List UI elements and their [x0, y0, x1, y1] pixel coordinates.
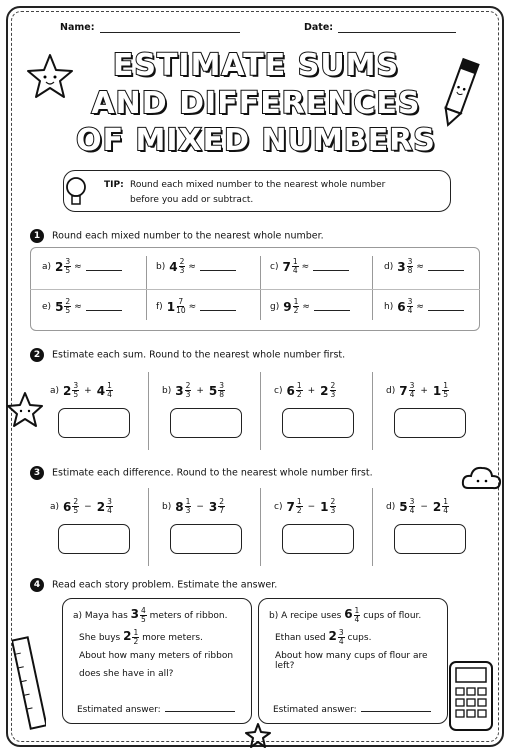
section-4-heading: 4 Read each story problem. Estimate the answer.	[30, 578, 277, 592]
sum-item-a: a) 2 $\frac{3}{5}$ + 4 $\frac{1}{4}$	[50, 381, 112, 399]
estimated-answer-field[interactable]: Estimated answer:	[77, 705, 235, 715]
round-item-c[interactable]: c) 7 $\frac{1}{4}$ ≈	[270, 258, 349, 275]
title-line-2: AND DIFFERENCES	[91, 86, 421, 121]
round-item-f[interactable]: f) 1 $\frac{7}{10}$ ≈	[156, 298, 236, 315]
ruler-icon	[12, 632, 46, 732]
sum-item-c: c) 6 $\frac{1}{2}$ + 2 $\frac{2}{3}$	[274, 381, 336, 399]
estimated-answer-field[interactable]: Estimated answer:	[273, 705, 431, 715]
tip-box	[63, 170, 451, 212]
answer-box[interactable]	[394, 524, 466, 554]
tip-text-2: before you add or subtract.	[130, 195, 254, 205]
tip-label: TIP:	[104, 180, 124, 190]
date-field[interactable]: Date:	[304, 22, 456, 33]
round-item-a[interactable]: a) 2 $\frac{3}{5}$ ≈	[42, 258, 122, 275]
answer-box[interactable]	[282, 408, 354, 438]
title-line-1: ESTIMATE SUMS	[112, 48, 400, 83]
diff-item-c: c) 7 $\frac{1}{2}$ − 1 $\frac{2}{3}$	[274, 497, 336, 515]
diff-item-b: b) 8 $\frac{1}{3}$ − 3 $\frac{2}{7}$	[162, 497, 225, 515]
round-item-e[interactable]: e) 5 $\frac{2}{5}$ ≈	[42, 298, 122, 315]
sum-item-b: b) 3 $\frac{2}{3}$ + 5 $\frac{3}{8}$	[162, 381, 225, 399]
story-problem-a: a) Maya has 3 $\frac{4}{5}$ meters of ribbon. She buys 2 $\frac{1}{2}$ more meters. About how many meters of ribbon does she have in all? Estimated answer:	[62, 598, 252, 724]
cloud-icon	[460, 462, 504, 494]
round-item-d[interactable]: d) 3 $\frac{3}{8}$ ≈	[384, 258, 464, 275]
diff-item-a: a) 6 $\frac{2}{5}$ − 2 $\frac{3}{4}$	[50, 497, 112, 515]
name-field[interactable]: Name:	[60, 22, 240, 33]
section-2-heading: 2 Estimate each sum. Round to the nearest whole number first.	[30, 348, 345, 362]
round-item-h[interactable]: h) 6 $\frac{3}{4}$ ≈	[384, 298, 464, 315]
answer-box[interactable]	[170, 524, 242, 554]
title-line-3: OF MIXED NUMBERS	[76, 123, 436, 158]
lightbulb-icon	[62, 173, 90, 211]
answer-box[interactable]	[170, 408, 242, 438]
answer-box[interactable]	[394, 408, 466, 438]
story-problem-b: b) A recipe uses 6 $\frac{1}{4}$ cups of flour. Ethan used 2 $\frac{3}{4}$ cups. About how many cups of flour are left? Estimated answer:	[258, 598, 448, 724]
answer-box[interactable]	[58, 524, 130, 554]
sum-item-d: d) 7 $\frac{3}{4}$ + 1 $\frac{1}{5}$	[386, 381, 449, 399]
star-icon	[244, 722, 272, 750]
round-item-g[interactable]: g) 9 $\frac{1}{2}$ ≈	[270, 298, 350, 315]
calculator-icon	[446, 658, 498, 736]
diff-item-d: d) 5 $\frac{3}{4}$ − 2 $\frac{1}{4}$	[386, 497, 449, 515]
answer-box[interactable]	[58, 408, 130, 438]
tip-text-1: Round each mixed number to the nearest whole number	[130, 180, 386, 190]
round-item-b[interactable]: b) 4 $\frac{2}{3}$ ≈	[156, 258, 236, 275]
section-3-heading: 3 Estimate each difference. Round to the nearest whole number first.	[30, 466, 373, 480]
star-icon	[5, 390, 45, 430]
answer-box[interactable]	[282, 524, 354, 554]
section-1-heading: 1 Round each mixed number to the nearest whole number.	[30, 229, 324, 243]
